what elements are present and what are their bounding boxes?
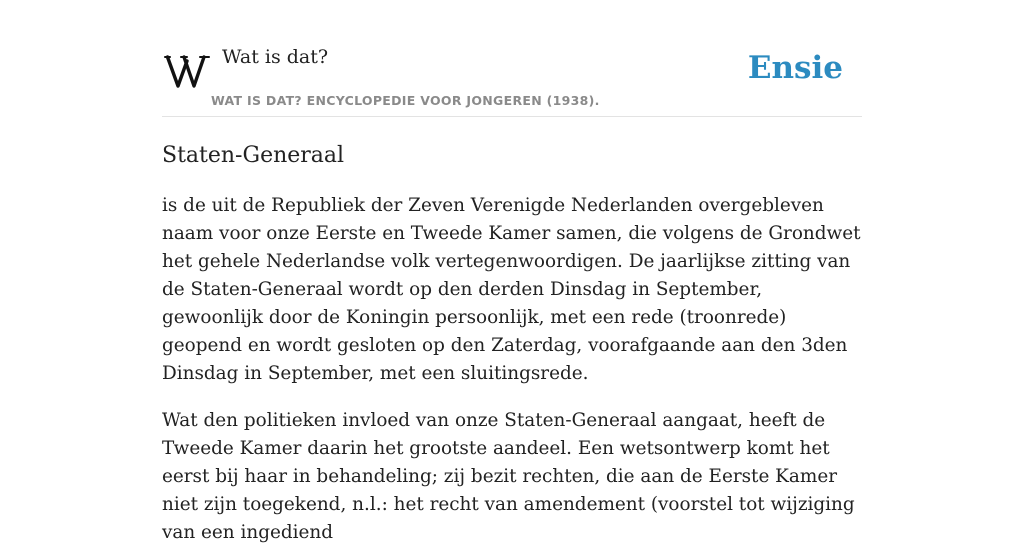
article-paragraph: Wat den politieken invloed van onze Staten-Generaal aangaat, heeft de Tweede Kamer daarin het grootste aandeel. Een wetsontwerp komt het eerst bij haar in behandeling; zij bezit rechten, die aan de Eerste Kamer niet zijn toegekend, n.l.: het recht van amendement (voorstel tot wijziging van een ingediend [162, 410, 855, 543]
page-container [162, 0, 862, 547]
site-header [162, 0, 862, 117]
article-paragraph: is de uit de Republiek der Zeven Verenigde Nederlanden overgebleven naam voor onze Eerste en Tweede Kamer samen, die volgens de Grondwet het gehele Nederlandse volk vertegenwoordigen. De jaarlijkse zitting van de Staten-Generaal wordt op den derden Dinsdag in September, gewoonlijk door de Koningin persoonlijk, met een rede (troonrede) geopend en wordt gesloten op den Zaterdag, voorafgaande aan den 3den Dinsdag in September, met een sluitingsrede. [162, 195, 861, 384]
source-subtitle: WAT IS DAT? ENCYCLOPEDIE VOOR JONGEREN (1938). [211, 93, 600, 108]
ensie-brand-link[interactable]: Ensie [747, 50, 843, 86]
wikipedia-w-icon[interactable] [164, 52, 210, 90]
article-title: Staten-Generaal [162, 143, 345, 168]
site-title[interactable]: Wat is dat? [222, 46, 329, 68]
